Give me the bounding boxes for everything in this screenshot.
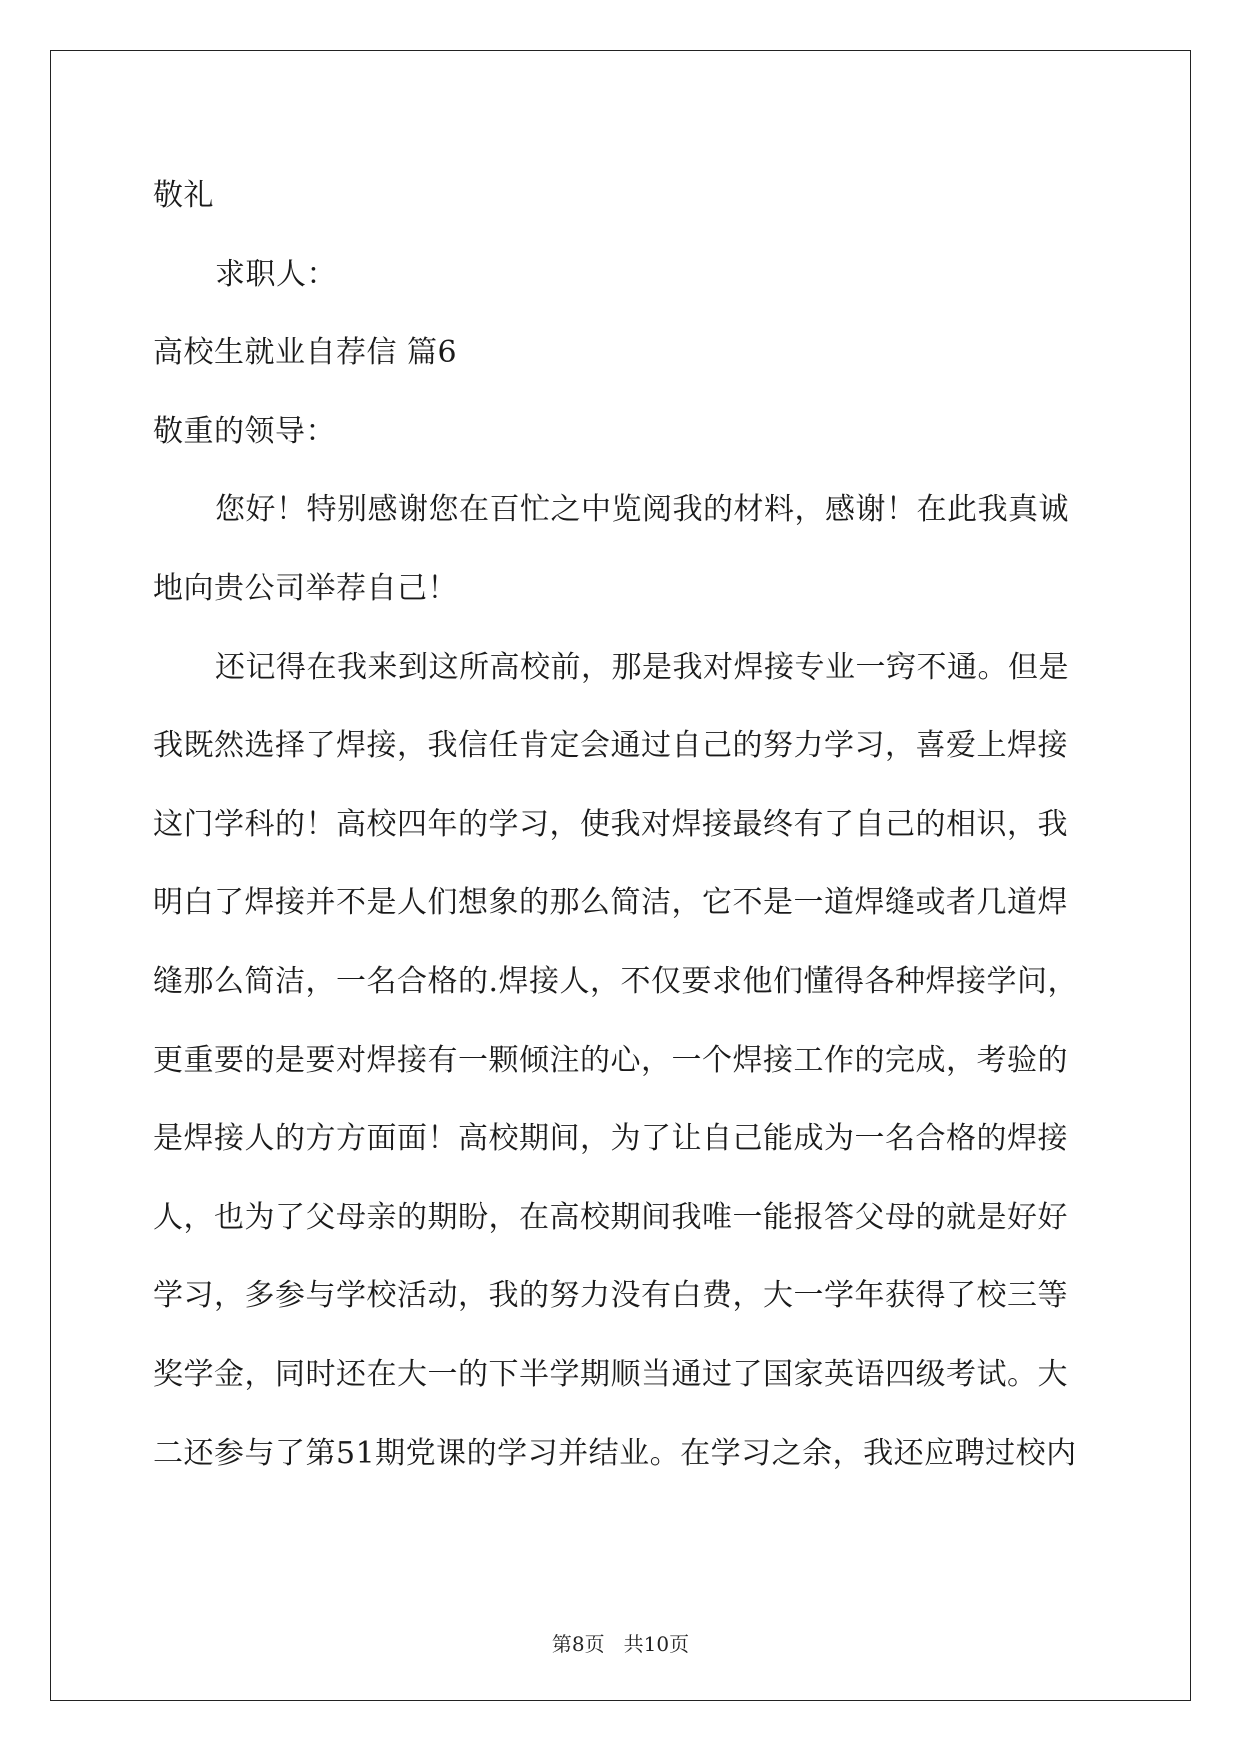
paragraph-line: 地向贵公司举荐自己！ [153, 570, 458, 606]
letter-greeting: 敬重的领导： [153, 413, 336, 449]
paragraph-line: 二还参与了第51期党课的学习并结业。在学习之余，我还应聘过校内 [153, 1435, 1077, 1471]
paragraph-line: 更重要的是要对焊接有一颗倾注的心，一个焊接工作的完成，考验的 [153, 1042, 1068, 1078]
page-footer [0, 1628, 1241, 1657]
page-total: 共10页 [623, 1632, 690, 1656]
paragraph-line: 这门学科的！高校四年的学习，使我对焊接最终有了自己的相识，我 [153, 806, 1068, 842]
paragraph-line: 学习，多参与学校活动，我的努力没有白费，大一学年获得了校三等 [153, 1278, 1068, 1314]
paragraph-line: 您好！特别感谢您在百忙之中览阅我的材料，感谢！在此我真诚 [215, 492, 1069, 528]
closing-salutation: 敬礼 [153, 178, 214, 213]
section-heading: 高校生就业自荐信 篇6 [153, 335, 458, 371]
paragraph-line: 是焊接人的方方面面！高校期间，为了让自己能成为一名合格的焊接 [153, 1121, 1068, 1157]
paragraph-line: 缝那么简洁，一名合格的.焊接人，不仅要求他们懂得各种焊接学问， [153, 963, 1079, 999]
paragraph-line: 明白了焊接并不是人们想象的那么简洁，它不是一道焊缝或者几道焊 [153, 885, 1068, 921]
paragraph-line: 人，也为了父母亲的期盼，在高校期间我唯一能报答父母的就是好好 [153, 1199, 1068, 1235]
document-body [153, 157, 1093, 1493]
page-number: 第8页 [551, 1632, 605, 1656]
paragraph-line: 奖学金，同时还在大一的下半学期顺当通过了国家英语四级考试。大 [153, 1356, 1068, 1392]
paragraph-line: 我既然选择了焊接，我信任肯定会通过自己的努力学习，喜爱上焊接 [153, 728, 1068, 764]
paragraph-line: 还记得在我来到这所高校前，那是我对焊接专业一窍不通。但是 [215, 649, 1069, 685]
applicant-signature-label: 求职人： [215, 256, 337, 292]
